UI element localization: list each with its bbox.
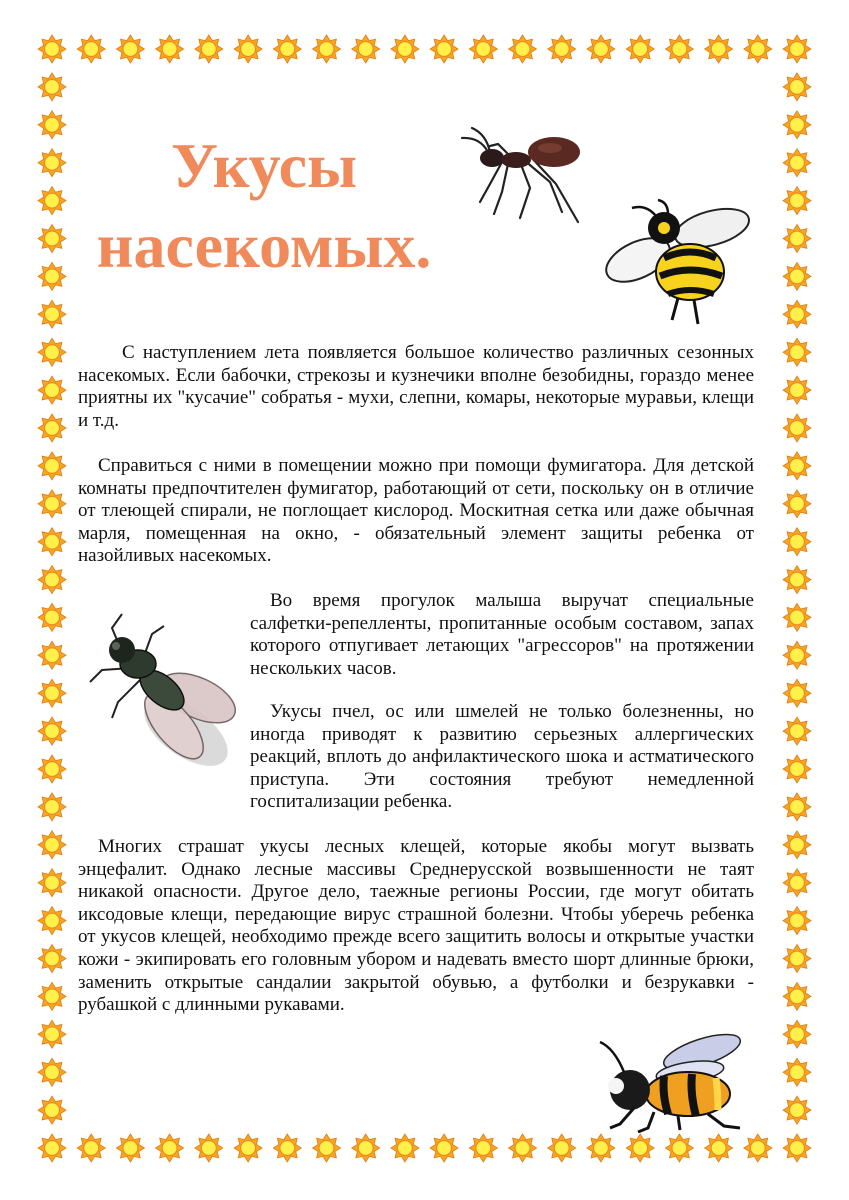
sun-ornament xyxy=(391,35,419,63)
sun-ornament xyxy=(38,869,66,897)
sun-ornament xyxy=(783,1096,811,1124)
sun-ornament xyxy=(783,869,811,897)
sun-ornament xyxy=(77,35,105,63)
sun-ornament xyxy=(195,35,223,63)
sun-ornament xyxy=(352,1134,380,1162)
sun-ornament xyxy=(783,73,811,101)
sun-ornament xyxy=(783,945,811,973)
title-line-1: Укусы xyxy=(170,130,358,201)
sun-ornament xyxy=(38,603,66,631)
sun-ornament xyxy=(38,1020,66,1048)
sun-ornament xyxy=(38,414,66,442)
sun-ornament xyxy=(116,35,144,63)
sun-ornament xyxy=(587,1134,615,1162)
sun-ornament xyxy=(38,1096,66,1124)
sun-ornament xyxy=(391,1134,419,1162)
paragraph-intro: С наступлением лета появляется большое количество различных сезонных насекомых. Если бабочки, стрекозы и кузнечики вполне безобидны, гораздо менее приятны их "кусачие" собратья - мухи, слепни, комары, некоторые муравьи, клещи и т.д. xyxy=(78,342,754,431)
sun-ornament xyxy=(744,35,772,63)
sun-ornament xyxy=(783,831,811,859)
sun-ornament xyxy=(234,1134,262,1162)
sun-ornament xyxy=(38,452,66,480)
sun-ornament xyxy=(665,1134,693,1162)
sun-ornament xyxy=(156,35,184,63)
sun-ornament xyxy=(469,1134,497,1162)
sun-ornament xyxy=(430,1134,458,1162)
sun-ornament xyxy=(783,982,811,1010)
sun-ornament xyxy=(783,755,811,783)
sun-ornament xyxy=(195,1134,223,1162)
sun-ornament xyxy=(469,35,497,63)
sun-ornament xyxy=(38,566,66,594)
sun-ornament xyxy=(38,338,66,366)
ant-icon xyxy=(450,122,600,227)
sun-ornament xyxy=(77,1134,105,1162)
title-line-2: насекомых. xyxy=(96,210,432,281)
sun-ornament xyxy=(783,490,811,518)
sun-ornament xyxy=(38,149,66,177)
sun-ornament xyxy=(38,376,66,404)
sun-ornament xyxy=(38,73,66,101)
sun-ornament xyxy=(783,603,811,631)
sun-ornament xyxy=(783,111,811,139)
sun-ornament xyxy=(587,35,615,63)
sun-ornament xyxy=(783,1134,811,1162)
sun-ornament xyxy=(38,641,66,669)
sun-ornament xyxy=(116,1134,144,1162)
sun-ornament xyxy=(626,35,654,63)
sun-ornament xyxy=(38,793,66,821)
sun-ornament xyxy=(38,187,66,215)
paragraph-bee-stings: Укусы пчел, ос или шмелей не только болезненны, но иногда приводят к развитию серьезных аллергических реакций, вплоть до анфилактического шока и астматического приступа. Эти состояния требуют немедленной госпитализации ребенка. xyxy=(250,701,754,813)
sun-ornament xyxy=(234,35,262,63)
sun-ornament xyxy=(783,641,811,669)
sun-ornament xyxy=(38,982,66,1010)
sun-ornament xyxy=(626,1134,654,1162)
sun-ornament xyxy=(38,907,66,935)
sun-ornament xyxy=(156,1134,184,1162)
sun-ornament xyxy=(38,1058,66,1086)
sun-ornament xyxy=(313,35,341,63)
sun-ornament xyxy=(783,338,811,366)
sun-ornament xyxy=(352,35,380,63)
sun-ornament xyxy=(273,35,301,63)
sun-ornament xyxy=(744,1134,772,1162)
sun-ornament xyxy=(783,376,811,404)
paragraph-fumigator: Справиться с ними в помещении можно при помощи фумигатора. Для детской комнаты предпочтителен фумигатор, работающий от сети, поскольку он в отличие от тлеющей спирали, не поглощает кислород. Москитная сетка или даже обычная марля, помещенная на окно, - обязательный элемент защиты ребенка от назойливых насекомых. xyxy=(78,455,754,567)
page-title xyxy=(74,126,454,286)
sun-ornament xyxy=(38,490,66,518)
sun-ornament xyxy=(783,1058,811,1086)
sun-ornament xyxy=(548,1134,576,1162)
sun-ornament xyxy=(783,35,811,63)
sun-ornament xyxy=(783,679,811,707)
sun-ornament xyxy=(665,35,693,63)
sun-ornament xyxy=(38,225,66,253)
sun-ornament xyxy=(783,528,811,556)
sun-ornament xyxy=(783,907,811,935)
paragraph-repellents: Во время прогулок малыша выручат специальные салфетки-репелленты, пропитанные особым составом, запах которого отпугивает летающих "агрессоров" на протяжении нескольких часов. xyxy=(250,590,754,679)
sun-ornament xyxy=(38,1134,66,1162)
sun-ornament xyxy=(38,755,66,783)
sun-ornament xyxy=(38,679,66,707)
sun-ornament xyxy=(38,528,66,556)
sun-ornament xyxy=(783,262,811,290)
sun-ornament xyxy=(783,149,811,177)
sun-ornament xyxy=(705,1134,733,1162)
sun-ornament xyxy=(430,35,458,63)
sun-ornament xyxy=(38,300,66,328)
sun-ornament xyxy=(705,35,733,63)
sun-ornament xyxy=(783,414,811,442)
sun-ornament xyxy=(548,35,576,63)
fly-icon xyxy=(82,606,242,771)
sun-ornament xyxy=(783,793,811,821)
bumblebee-icon xyxy=(568,1028,758,1133)
sun-ornament xyxy=(38,111,66,139)
sun-ornament xyxy=(313,1134,341,1162)
sun-ornament xyxy=(38,262,66,290)
sun-ornament xyxy=(783,300,811,328)
sun-ornament xyxy=(273,1134,301,1162)
sun-ornament xyxy=(783,225,811,253)
sun-ornament xyxy=(38,35,66,63)
sun-ornament xyxy=(783,1020,811,1048)
sun-ornament xyxy=(509,1134,537,1162)
sun-ornament xyxy=(783,566,811,594)
sun-ornament xyxy=(783,452,811,480)
sun-ornament xyxy=(783,717,811,745)
sun-ornament xyxy=(38,831,66,859)
sun-ornament xyxy=(38,717,66,745)
sun-ornament xyxy=(783,187,811,215)
paragraph-ticks: Многих страшат укусы лесных клещей, которые якобы могут вызвать энцефалит. Однако лесные массивы Среднерусской возвышенности не таят никакой опасности. Другое дело, таежные регионы России, где могут обитать иксодовые клещи, передающие вирус страшной болезни. Чтобы уберечь ребенка от укусов клещей, необходимо прежде всего защитить волосы и открытые участки кожи - экипировать его головным убором и надевать вместо шорт длинные брюки, заменить открытые сандалии закрытой обувью, а футболки и безрукавки - рубашкой с длинными рукавами. xyxy=(78,836,754,1016)
sun-ornament xyxy=(38,945,66,973)
bee-icon xyxy=(602,198,752,328)
sun-ornament xyxy=(509,35,537,63)
